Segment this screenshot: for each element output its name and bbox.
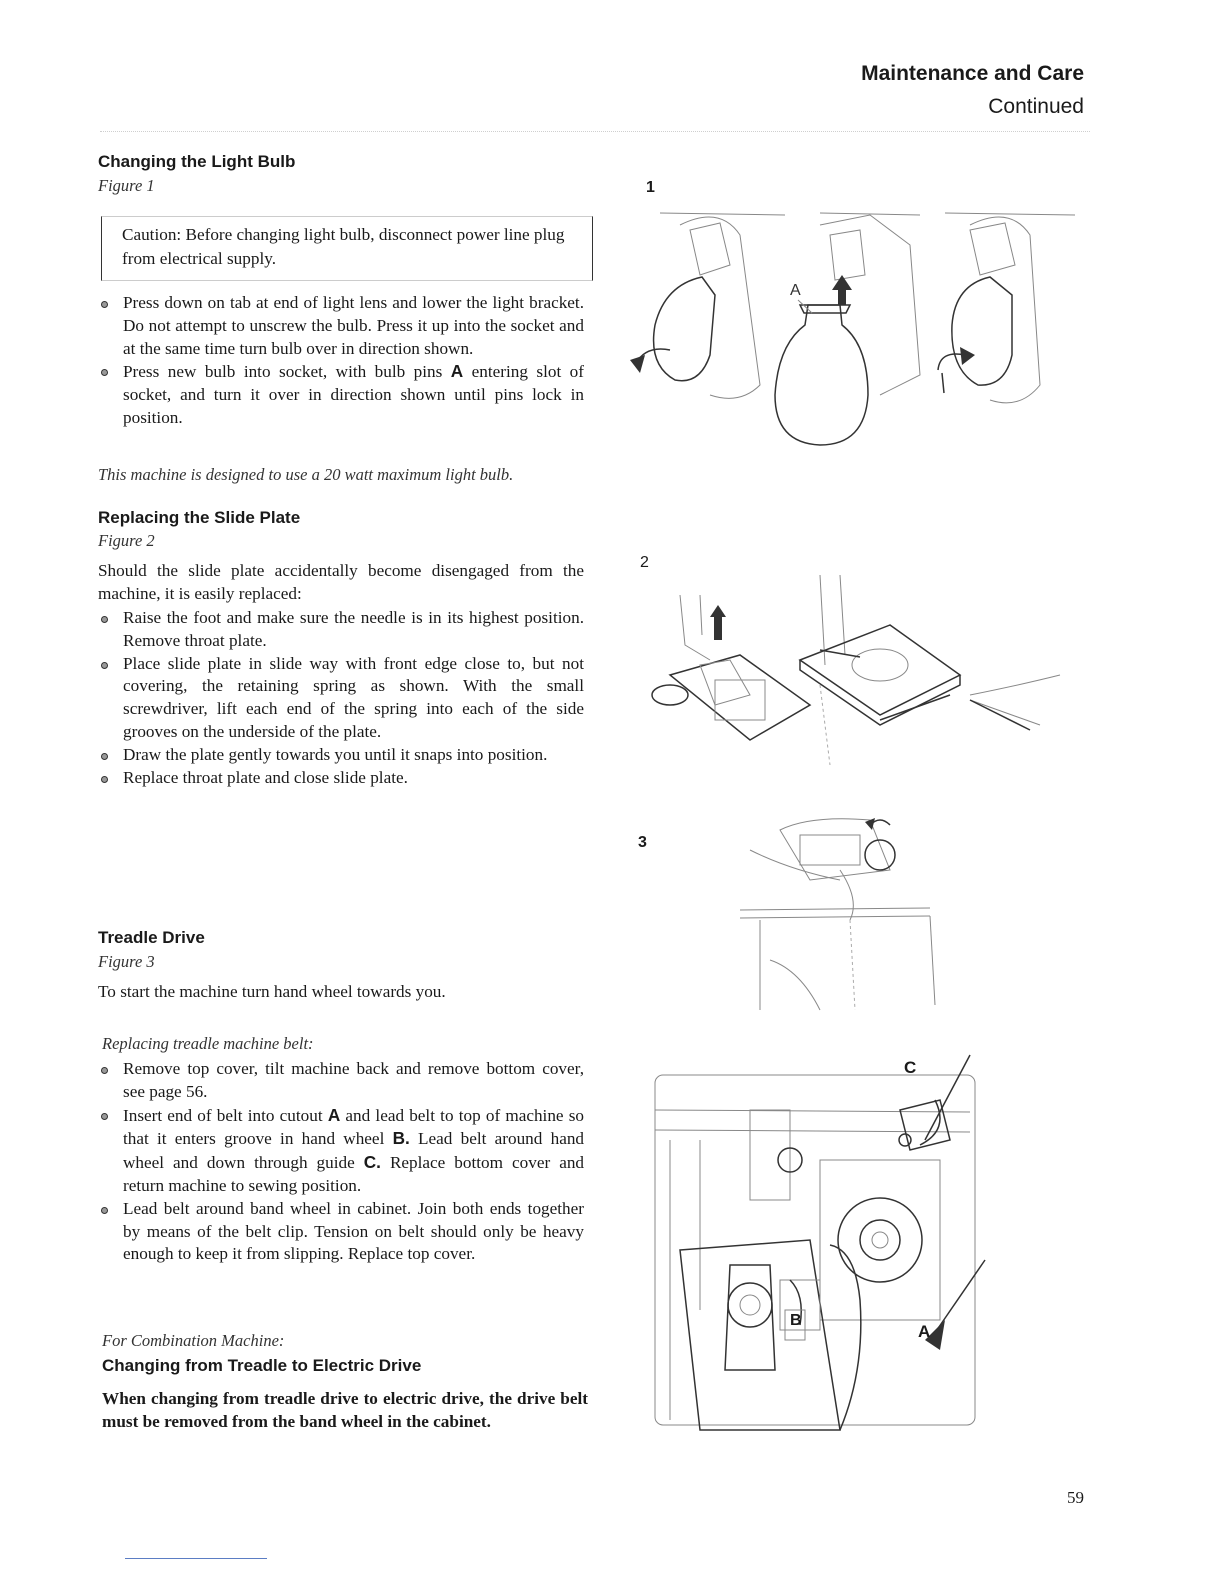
bulb-wattage-note: This machine is designed to use a 20 watt maximum light bulb. [98,465,514,484]
list-item: Draw the plate gently towards you until it snaps into position. [98,744,584,767]
section-title: Maintenance and Care [861,62,1084,85]
list-item-text: entering slot of socket, and turn it over in direction shown until pins lock in position. [123,362,584,427]
figure-4-label-c: C [904,1058,917,1077]
caution-box [101,216,593,281]
figure-4-illustration [640,1050,1000,1440]
light-bulb-steps [98,292,584,430]
list-item-text: Insert end of belt into cutout [123,1105,323,1125]
list-item: Raise the foot and make sure the needle is in its highest position. Remove throat plate. [98,607,584,653]
light-bulb-heading: Changing the Light Bulb [98,152,296,171]
treadle-heading: Treadle Drive [98,928,205,947]
treadle-text: To start the machine turn hand wheel towards you. [98,982,446,1001]
figure-4-label-b: B [790,1312,802,1329]
slide-plate-figure-ref: Figure 2 [98,531,155,550]
list-item: Lead belt around band wheel in cabinet. Join both ends together by means of the belt clip. Tension on belt should only be heavy enough to keep it from slipping. Replace top cover. [98,1198,584,1266]
belt-subheading: Replacing treadle machine belt: [102,1034,314,1053]
page-number: 59 [1067,1488,1084,1507]
figure-1-label-a: A [790,282,801,299]
figure-3-illustration [730,810,950,1020]
label-a: A [327,1104,341,1125]
slide-plate-intro: Should the slide plate accidentally become disengaged from the machine, it is easily replaced: [98,561,584,603]
label-b: B. [392,1128,410,1149]
list-item: Press down on tab at end of light lens and lower the light bracket. Do not attempt to unscrew the bulb. Press it up into the socket and at the same time turn bulb over in direction shown. [98,292,584,360]
caution-text: Caution: Before changing light bulb, disconnect power line plug from electrical supply. [122,225,565,268]
list-item: Replace throat plate and close slide plate. [98,767,584,790]
combination-heading: Changing from Treadle to Electric Drive [102,1356,422,1375]
treadle-figure-ref: Figure 3 [98,952,155,971]
combination-label: For Combination Machine: [102,1331,285,1350]
list-item: Place slide plate in slide way with front edge close to, but not covering, the retaining spring as shown. With the small screwdriver, lift each end of the spring into each of the side grooves on the underside of the plate. [98,653,584,744]
figure-2-number: 2 [640,554,649,571]
list-item-text: Press new bulb into socket, with bulb pins [123,362,443,382]
figure-1-illustration [620,205,1090,455]
combination-warning: When changing from treadle drive to electric drive, the drive belt must be removed from the band wheel in the cabinet. [102,1389,588,1431]
label-c: C. [363,1152,381,1173]
list-item-text: Lead belt around hand wheel and down through guide [123,1129,585,1173]
list-item: Remove top cover, tilt machine back and remove bottom cover, see page 56. [98,1058,584,1104]
slide-plate-heading: Replacing the Slide Plate [98,508,301,527]
belt-steps [98,1058,584,1266]
list-item [98,1104,584,1198]
figure-4-label-a: A [918,1322,931,1341]
figure-1-number: 1 [646,179,655,196]
figure-2-illustration [640,565,1080,785]
header-divider [100,131,1090,132]
footer-rule [125,1558,267,1559]
label-a: A [450,361,464,382]
list-item [98,360,584,429]
figure-3-number: 3 [638,834,647,851]
list-item-text: and lead belt to top of machine so that it enters groove in hand wheel [123,1105,585,1149]
slide-plate-steps [98,607,584,789]
list-item-text: Replace bottom cover and return machine to sewing position. [123,1153,585,1195]
section-subtitle: Continued [988,95,1084,118]
light-bulb-figure-ref: Figure 1 [98,176,155,195]
